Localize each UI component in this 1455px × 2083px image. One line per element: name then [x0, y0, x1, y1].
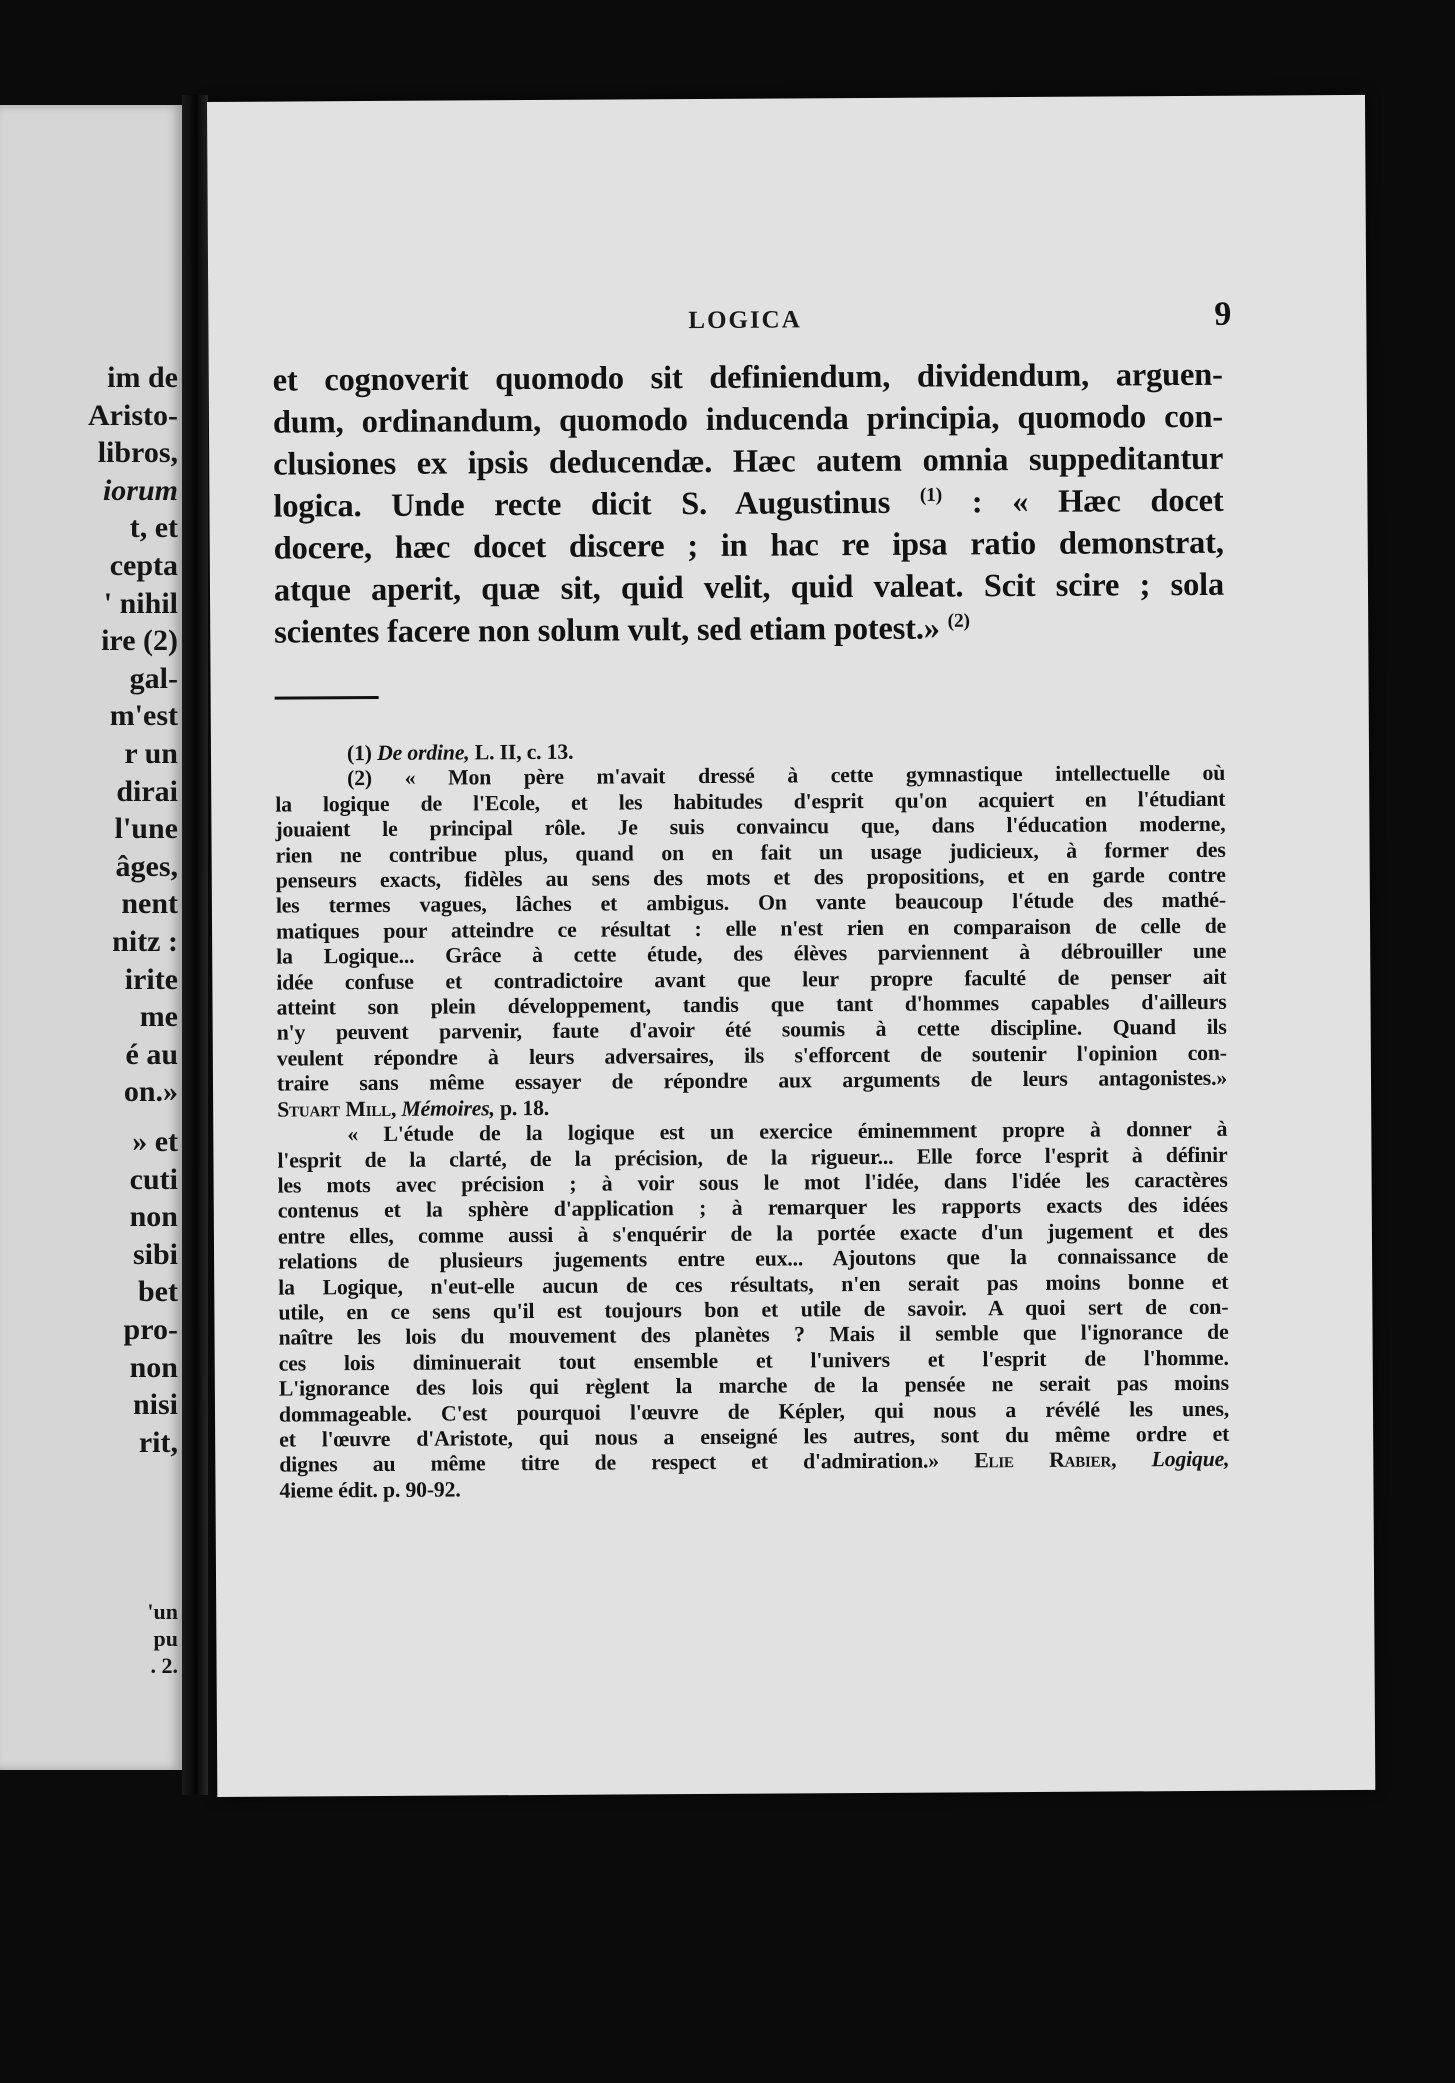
left-page-fragment: irite	[124, 962, 178, 996]
footnote-line: dommageable. C'est pourquoi l'œuvre de Képler, qui nous a révélé les unes,	[278, 1396, 1230, 1427]
footnote-line: entre elles, comme aussi à s'enquérir de la portée exacte d'un jugement et des	[277, 1218, 1228, 1249]
footnote-line: L'ignorance des lois qui règlent la marche de la pensée ne serait pas moins	[278, 1370, 1229, 1401]
left-page-fragment: » et	[132, 1125, 178, 1158]
left-page-fragment: dirai	[116, 774, 178, 808]
left-page-fragment: Aristo-	[88, 398, 178, 432]
citation-author: Elie Rabier,	[974, 1447, 1117, 1473]
footnote-line: penseurs exacts, fidèles au sens des mots et des propositions, et en garde contre	[275, 862, 1226, 893]
left-page-fragment: l'une	[114, 812, 178, 846]
footnote-line: les mots avec précision ; à voir sous le mot l'idée, dans l'idée les caractères	[277, 1167, 1228, 1198]
left-page-fragment: gal-	[129, 661, 178, 695]
left-page-footnote-fragment: pu	[153, 1626, 178, 1651]
left-page-fragment: me	[139, 1000, 178, 1034]
body-line-tail: : « Hæc docet	[971, 482, 1224, 521]
footnote-marker: (2)	[347, 766, 373, 791]
left-page-fragment: non	[129, 1350, 178, 1384]
left-page-fragment: é au	[125, 1037, 178, 1071]
footnote-line: ces lois diminuerait tout ensemble et l'univers et l'esprit de l'homme.	[278, 1345, 1229, 1376]
book-gutter	[182, 95, 208, 1795]
citation-page: p. 18.	[499, 1095, 550, 1120]
footnote-ref-1: (1)	[919, 484, 943, 506]
footnote-line: les termes vagues, lâches et ambigus. On vante beaucoup l'étude des mathé-	[275, 888, 1226, 919]
footnote-line: idée confuse et contradictoire avant que leur propre faculté de penser ait	[276, 964, 1227, 995]
footnote-line: atteint son plein développement, tandis que tant d'hommes capables d'ailleurs	[276, 989, 1227, 1020]
previous-page-edge	[0, 105, 182, 1770]
footnote-line: relations de plusieurs jugements entre eux... Ajoutons que la connaissance de	[278, 1243, 1229, 1274]
footnote-line: et l'œuvre d'Aristote, qui nous a enseigné les autres, sont du même ordre et	[279, 1421, 1230, 1452]
left-page-fragment: im de	[107, 361, 178, 394]
quote-2-first-line: « L'étude de la logique est un exercice éminemment propre à donner à	[347, 1116, 1228, 1147]
body-line	[274, 606, 1224, 654]
left-page-fragment: iorum	[102, 473, 178, 507]
quote-2-edition: 4ieme édit. p. 90-92.	[279, 1477, 461, 1503]
body-line	[273, 480, 1223, 528]
body-line: dum, ordinandum, quomodo inducenda principia, quomodo con-	[272, 398, 1224, 441]
quote-2-last-text: dignes au même titre de respect et d'admiration.»	[279, 1448, 939, 1477]
left-page-fragment: âges,	[115, 849, 178, 883]
left-page-fragment: rit,	[138, 1425, 178, 1459]
footnote-marker: (1)	[346, 741, 372, 766]
left-page-fragment: ' nihil	[103, 586, 178, 620]
left-page-fragment: non	[129, 1200, 178, 1234]
footnote-title: De ordine,	[376, 740, 470, 765]
footnote-line: matiques pour atteindre ce résultat : elle n'est rien en comparaison de celle de	[275, 913, 1227, 944]
footnote-line: utile, en ce sens qu'il est toujours bon et utile de savoir. A quoi sert de con-	[278, 1294, 1229, 1325]
book-page	[207, 95, 1375, 1797]
left-page-fragment: nitz :	[112, 925, 178, 958]
footnote-ref-2: (2)	[947, 610, 970, 632]
running-head: LOGICA	[688, 306, 802, 335]
body-paragraph	[273, 354, 1225, 654]
body-line: docere, hæc docet discere ; in hac re ipsa ratio demonstrat,	[273, 524, 1224, 567]
body-line-text: scientes facere non solum vult, sed etiam potest.»	[274, 610, 940, 651]
quote-2-lines	[277, 1142, 1229, 1453]
footnote-line: n'y peuvent parvenir, faute d'avoir été soumis à cette discipline. Quand ils	[276, 1015, 1227, 1046]
body-line: clusiones ex ipsis deducendæ. Hæc autem omnia suppeditantur	[273, 440, 1224, 483]
body-line-text: logica. Unde recte dicit S. Augustinus	[273, 484, 891, 525]
left-page-fragment: on.»	[123, 1075, 178, 1109]
page-number: 9	[1214, 295, 1232, 333]
footnote-line: veulent répondre à leurs adversaires, ils s'efforcent de soutenir l'opinion con-	[276, 1040, 1227, 1071]
left-page-fragment: r un	[124, 737, 178, 770]
left-page-fragment: m'est	[109, 699, 178, 733]
body-line: atque aperit, quæ sit, quid velit, quid valeat. Scit scire ; sola	[273, 566, 1225, 609]
citation-work: Logique,	[1151, 1447, 1230, 1472]
left-page-footnote-fragment: 'un	[147, 1599, 178, 1624]
footnote-line: naître les lois du mouvement des planètes ? Mais il semble que l'ignorance de	[278, 1320, 1229, 1350]
footnote-ref: L. II, c. 13.	[474, 739, 574, 765]
citation-author: Stuart Mill,	[277, 1096, 397, 1122]
footnotes	[275, 736, 1230, 1504]
citation-work: Mémoires,	[401, 1095, 495, 1121]
footnote-text: « Mon père m'avait dressé à cette gymnastique intellectuelle où	[404, 761, 1226, 791]
left-page-fragment: cuti	[129, 1162, 178, 1196]
footnote-rule	[275, 696, 379, 700]
left-page-fragment: sibi	[132, 1237, 178, 1271]
body-line: et cognoverit quomodo sit definiendum, dividendum, arguen-	[272, 356, 1223, 399]
footnote-line: la logique de l'Ecole, et les habitudes d'esprit qu'on acquiert en l'étudiant	[275, 786, 1226, 817]
footnote-line: contenus et la sphère d'application ; à remarquer les rapports exacts des idées	[277, 1193, 1228, 1223]
left-page-fragment: nisi	[132, 1388, 178, 1422]
footnote-2-lines	[275, 787, 1227, 1098]
left-page-fragment: pro-	[123, 1313, 178, 1346]
footnote-line: la Logique... Grâce à cette étude, des élèves parviennent à débrouiller une	[276, 939, 1227, 969]
left-page-fragment: libros,	[97, 436, 178, 470]
footnote-line: rien ne contribue plus, quand on en fait un usage judicieux, à former des	[275, 837, 1226, 868]
left-page-fragment: ire (2)	[101, 624, 178, 658]
footnote-line: jouaient le principal rôle. Je suis convaincu que, dans l'éducation moderne,	[275, 812, 1226, 842]
left-page-fragment: cepta	[109, 549, 178, 582]
left-page-fragment: bet	[138, 1275, 178, 1309]
left-page-footnote-fragment: . 2.	[150, 1653, 178, 1678]
left-page-fragment: t, et	[129, 511, 178, 545]
footnote-line: l'esprit de la clarté, de la précision, de la rigueur... Elle force l'esprit à définir	[277, 1142, 1228, 1173]
footnote-line: traire sans même essayer de répondre aux arguments de leurs antagonistes.»	[276, 1066, 1228, 1096]
footnote-line: la Logique, n'eut-elle aucun de ces résultats, n'en serait pas moins bonne et	[278, 1269, 1229, 1300]
left-page-fragment: nent	[121, 887, 178, 921]
